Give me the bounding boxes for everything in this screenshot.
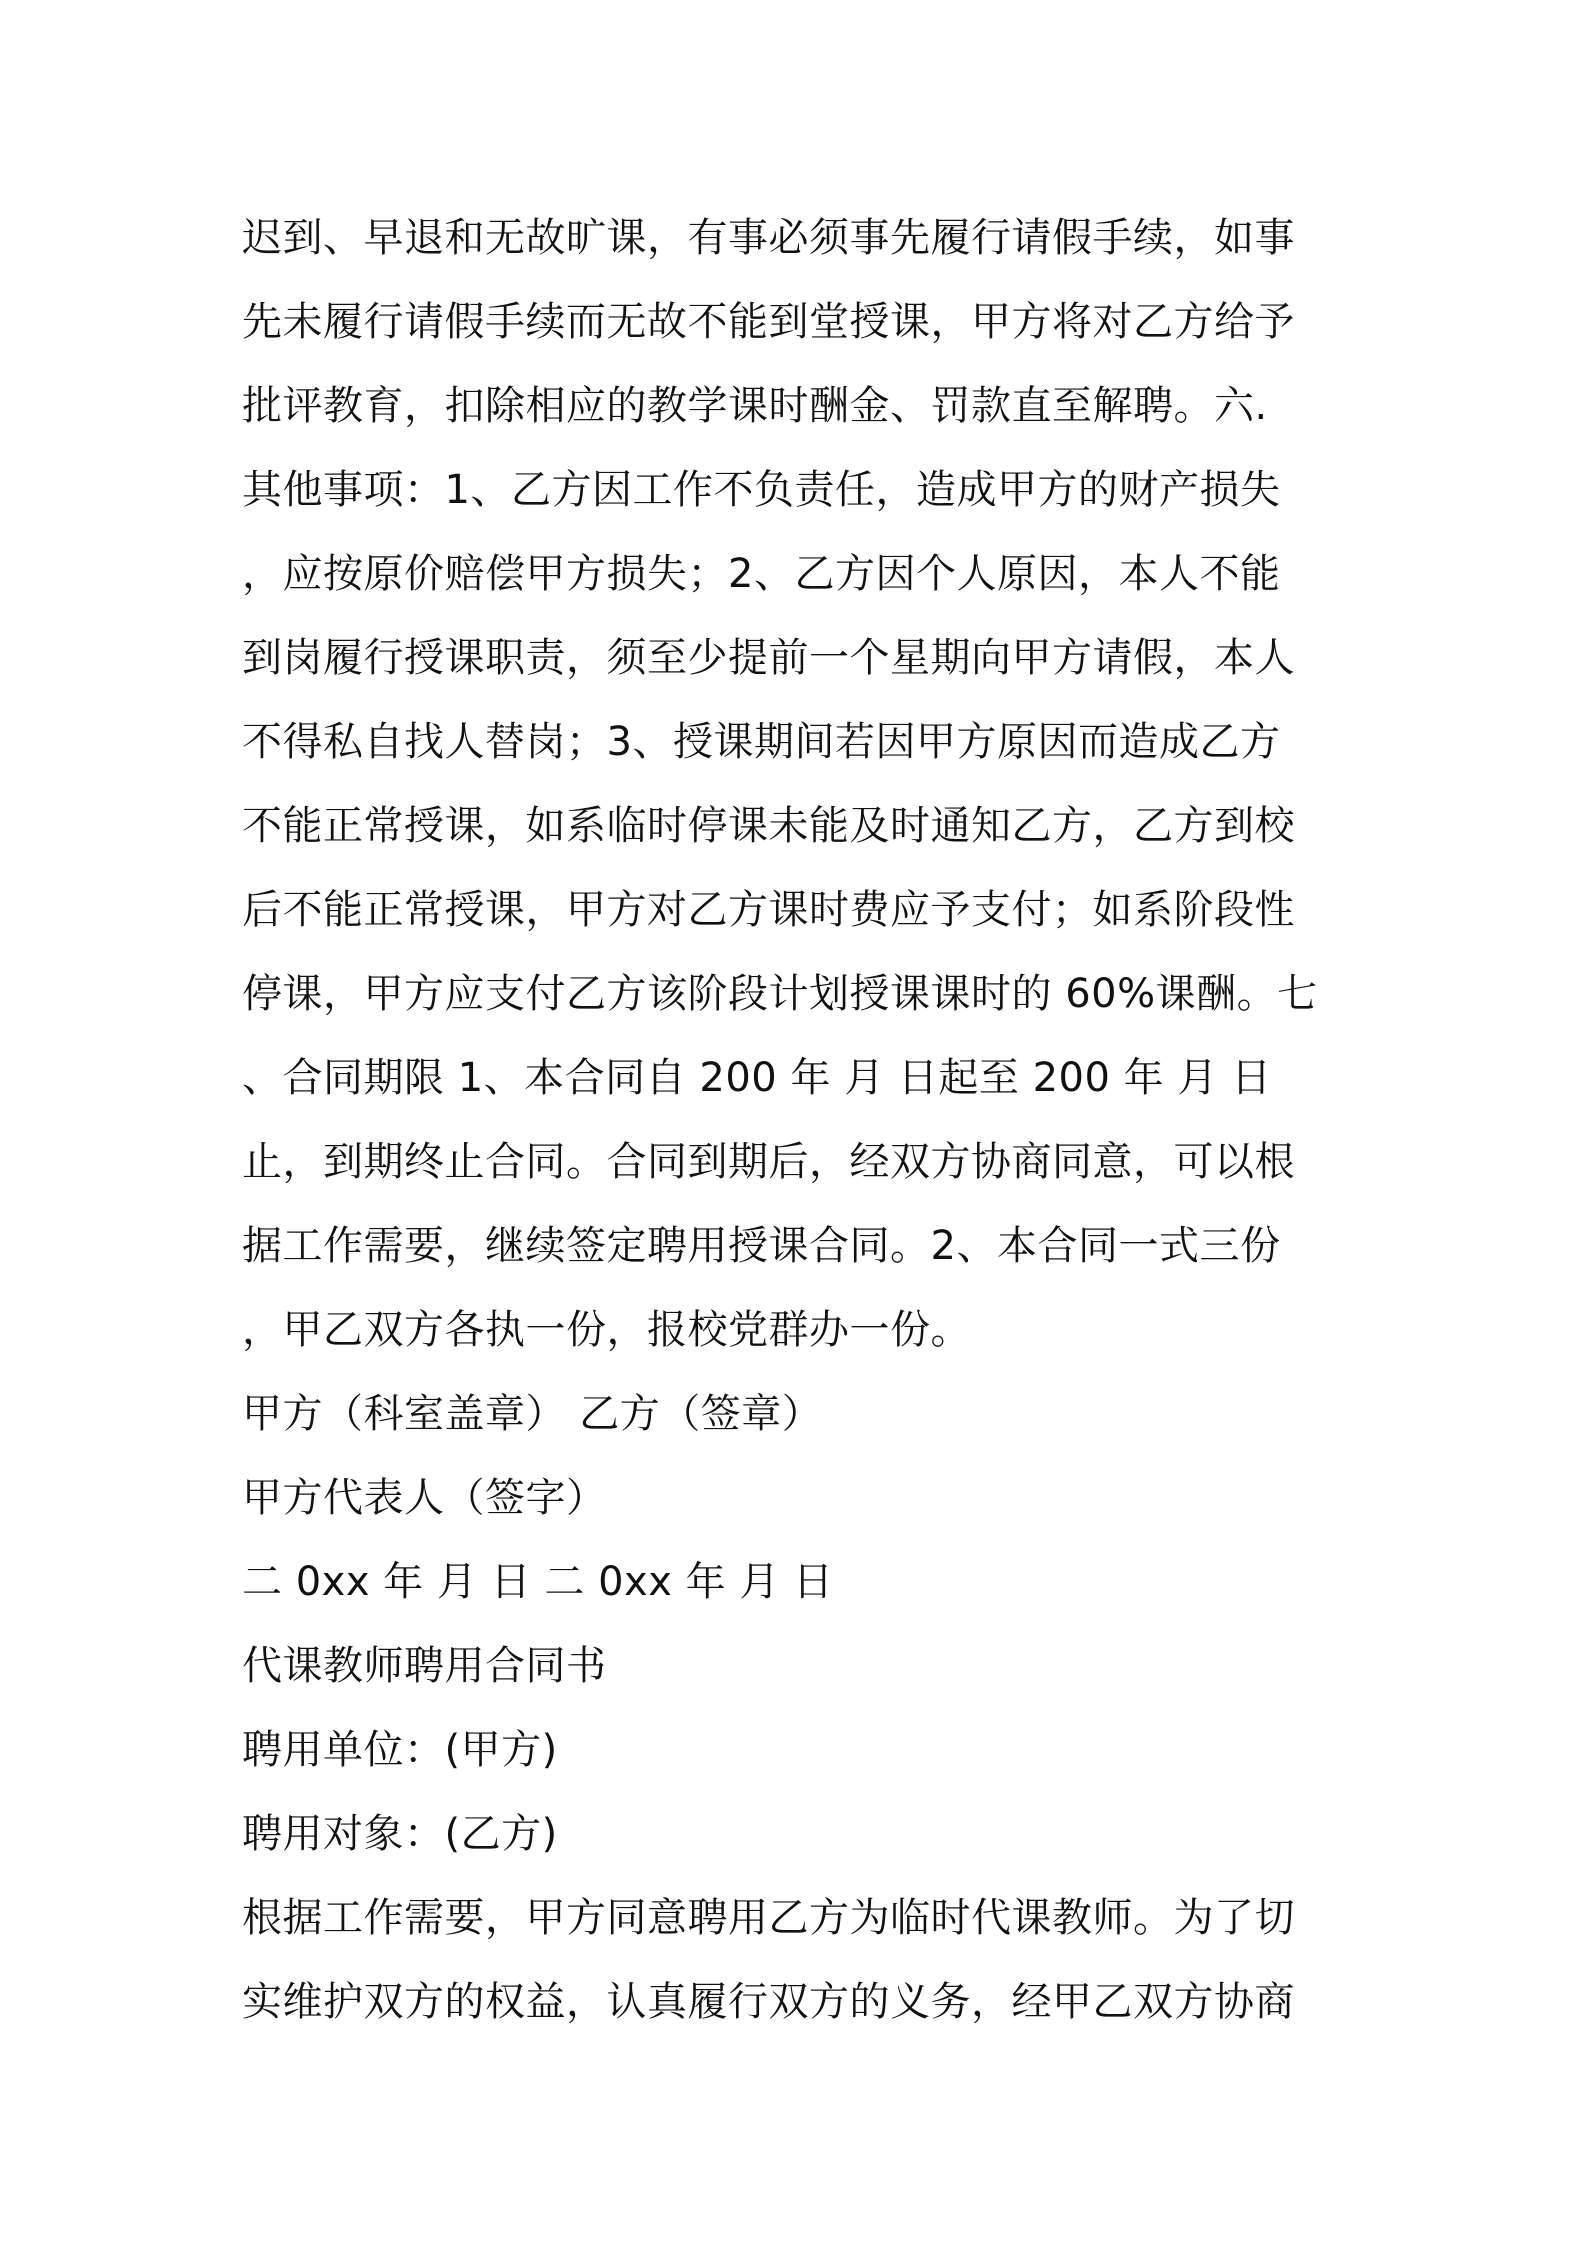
- signature-parties-line: 甲方（科室盖章） 乙方（签章）: [242, 1391, 823, 1437]
- text-line: ，应按原价赔偿甲方损失；2、乙方因个人原因，本人不能: [242, 551, 1281, 597]
- representative-line: 甲方代表人（签字）: [242, 1475, 607, 1521]
- text-line: 实维护双方的权益，认真履行双方的义务，经甲乙双方协商: [242, 1979, 1295, 2025]
- text-line: 迟到、早退和无故旷课，有事必须事先履行请假手续，如事: [242, 215, 1295, 261]
- text-line: 根据工作需要，甲方同意聘用乙方为临时代课教师。为了切: [242, 1895, 1295, 1941]
- document-body: [242, 196, 1354, 2044]
- text-line: 后不能正常授课，甲方对乙方课时费应予支付；如系阶段性: [242, 887, 1295, 933]
- text-line: 先未履行请假手续而无故不能到堂授课，甲方将对乙方给予: [242, 299, 1295, 345]
- contract-title: 代课教师聘用合同书: [242, 1643, 607, 1689]
- employer-line: 聘用单位：(甲方): [242, 1727, 558, 1773]
- text-line: 、合同期限 1、本合同自 200 年 月 日起至 200 年 月 日: [242, 1055, 1272, 1101]
- text-line: 据工作需要，继续签定聘用授课合同。2、本合同一式三份: [242, 1223, 1281, 1269]
- text-line: 停课，甲方应支付乙方该阶段计划授课课时的 60%课酬。七: [242, 971, 1318, 1017]
- text-line: 到岗履行授课职责，须至少提前一个星期向甲方请假，本人: [242, 635, 1295, 681]
- employee-line: 聘用对象：(乙方): [242, 1811, 558, 1857]
- text-line: 其他事项：1、乙方因工作不负责任，造成甲方的财产损失: [242, 467, 1281, 513]
- text-line: ，甲乙双方各执一份，报校党群办一份。: [242, 1307, 971, 1353]
- text-line: 不得私自找人替岗；3、授课期间若因甲方原因而造成乙方: [242, 719, 1281, 765]
- text-line: 批评教育，扣除相应的教学课时酬金、罚款直至解聘。六.: [242, 383, 1268, 429]
- text-line: 止，到期终止合同。合同到期后，经双方协商同意，可以根: [242, 1139, 1295, 1185]
- text-line: 不能正常授课，如系临时停课未能及时通知乙方，乙方到校: [242, 803, 1295, 849]
- date-line: 二 0xx 年 月 日 二 0xx 年 月 日: [242, 1559, 834, 1605]
